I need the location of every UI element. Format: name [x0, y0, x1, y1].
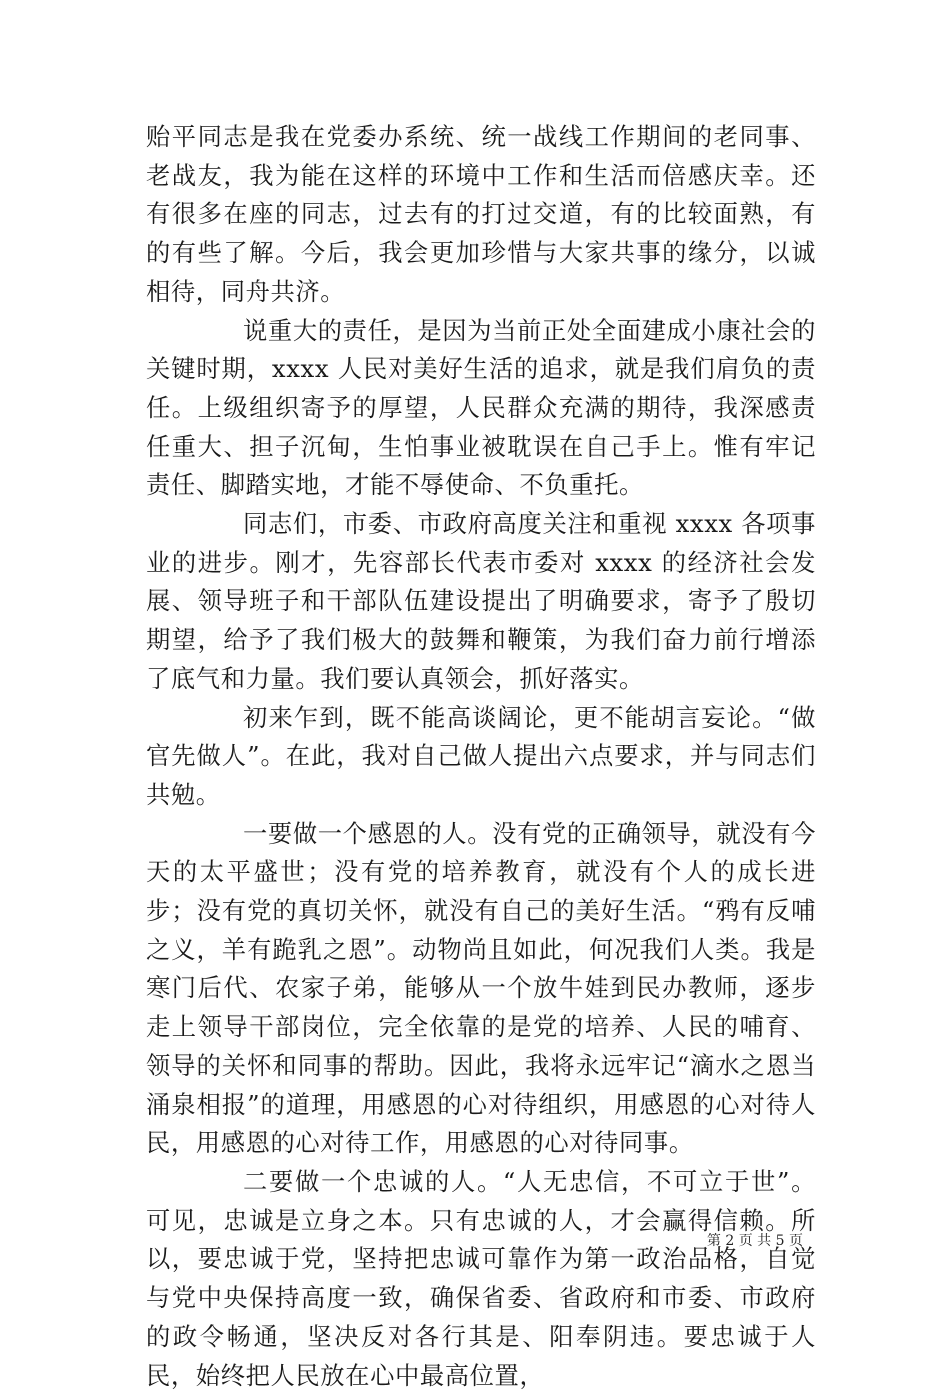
paragraph: 一要做一个感恩的人。没有党的正确领导，就没有今天的太平盛世；没有党的培养教育，就没有个人的成长进步；没有党的真切关怀，就没有自己的美好生活。“鸦有反哺之义，羊有跪乳之恩”。动物尚且如此，何况我们人类。我是寒门后代、农家子弟，能够从一个放牛娃到民办教师，逐步走上领导干部岗位，完全依靠的是党的培养、人民的哺育、领导的关怀和同事的帮助。因此，我将永远牢记“滴水之恩当涌泉相报”的道理，用感恩的心对待组织，用感恩的心对待人民，用感恩的心对待工作，用感恩的心对待同事。	[146, 818, 816, 1158]
paragraph: 贻平同志是我在党委办系统、统一战线工作期间的老同事、老战友，我为能在这样的环境中工作和生活而倍感庆幸。还有很多在座的同志，过去有的打过交道，有的比较面熟，有的有些了解。今后，我会更加珍惜与大家共事的缘分，以诚相待，同舟共济。	[146, 122, 816, 306]
paragraph: 说重大的责任，是因为当前正处全面建成小康社会的关键时期，xxxx 人民对美好生活的追求，就是我们肩负的责任。上级组织寄予的厚望，人民群众充满的期待，我深感责任重大、担子沉甸，生怕事业被耽误在自己手上。惟有牢记责任、脚踏实地，才能不辱使命、不负重托。	[146, 315, 816, 500]
page-number-footer: 第 2 页 共 5 页	[706, 1233, 803, 1249]
paragraph: 同志们，市委、市政府高度关注和重视 xxxx 各项事业的进步。刚才，先容部长代表市委对 xxxx 的经济社会发展、领导班子和干部队伍建设提出了明确要求，寄予了殷切期望，给予了我们极大的鼓舞和鞭策，为我们奋力前行增添了底气和力量。我们要认真领会，抓好落实。	[146, 509, 816, 693]
paragraph: 初来乍到，既不能高谈阔论，更不能胡言妄论。“做官先做人”。在此，我对自己做人提出六点要求，并与同志们共勉。	[146, 702, 816, 809]
paragraph: 二要做一个忠诚的人。“人无忠信，不可立于世”。可见，忠诚是立身之本。只有忠诚的人，才会赢得信赖。所以，要忠诚于党，坚持把忠诚可靠作为第一政治品格，自觉与党中央保持高度一致，确保省委、省政府和市委、市政府的政令畅通，坚决反对各行其是、阳奉阴违。要忠诚于人民，始终把人民放在心中最高位置，	[146, 1166, 816, 1390]
document-body	[146, 118, 816, 1395]
